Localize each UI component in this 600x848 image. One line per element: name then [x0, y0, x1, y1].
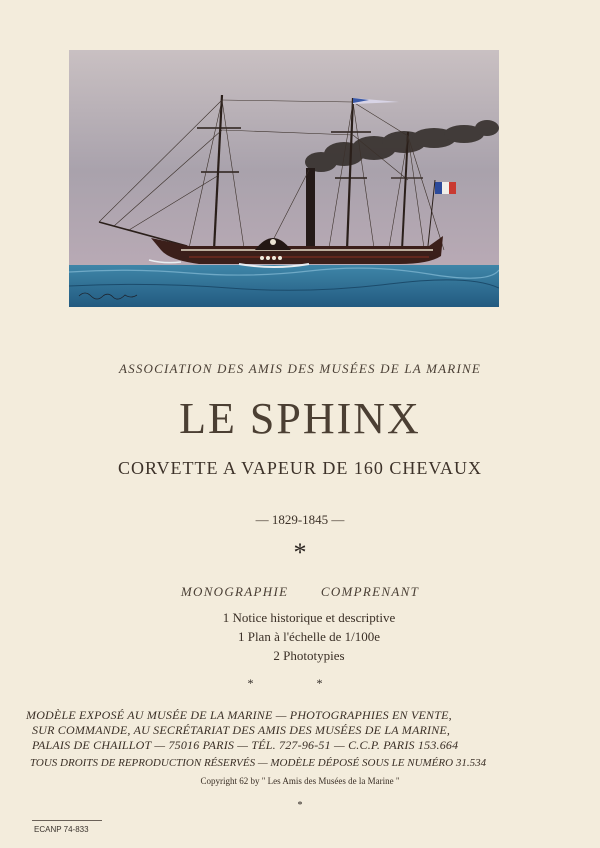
ship-painting — [69, 50, 499, 307]
rights-notice: TOUS DROITS DE REPRODUCTION RÉSERVÉS — MODÈLE DÉPOSÉ SOUS LE NUMÉRO 31.534 — [30, 757, 487, 769]
separator-ornament: * * — [247, 676, 353, 690]
monographie-label: MONOGRAPHIE — [180, 584, 289, 599]
comprenant-label: COMPRENANT — [320, 584, 420, 599]
document-title: LE SPHINX — [179, 394, 421, 443]
contents-item: 1 Plan à l'échelle de 1/100e — [237, 629, 381, 644]
steam-corvette-illustration — [69, 50, 499, 307]
bottom-ornament: * — [297, 800, 303, 811]
footer-line: SUR COMMANDE, AU SECRÉTARIAT DES AMIS DES MUSÉES DE LA MARINE, — [32, 723, 451, 737]
document-subtitle: CORVETTE A VAPEUR DE 160 CHEVAUX — [117, 458, 483, 478]
copyright-notice: Copyright 62 by " Les Amis des Musées de la Marine " — [200, 776, 400, 786]
contents-item: 1 Notice historique et descriptive — [222, 610, 396, 625]
footer-notice — [26, 708, 586, 753]
date-range: — 1829-1845 — — [255, 512, 345, 527]
footer-line: PALAIS DE CHAILLOT — 75016 PARIS — TÉL. 727-96-51 — C.C.P. PARIS 153.664 — [32, 738, 459, 752]
association-name: ASSOCIATION DES AMIS DES MUSÉES DE LA MARINE — [119, 361, 481, 376]
catalog-code: ECANP 74-833 — [34, 825, 89, 834]
contents-list — [0, 608, 600, 665]
footer-line: MODÈLE EXPOSÉ AU MUSÉE DE LA MARINE — PHOTOGRAPHIES EN VENTE, — [26, 708, 452, 722]
asterisk-ornament: * — [293, 538, 307, 567]
code-rule — [32, 820, 102, 821]
monographie-heading — [0, 584, 600, 600]
contents-item: 2 Phototypies — [273, 648, 345, 663]
